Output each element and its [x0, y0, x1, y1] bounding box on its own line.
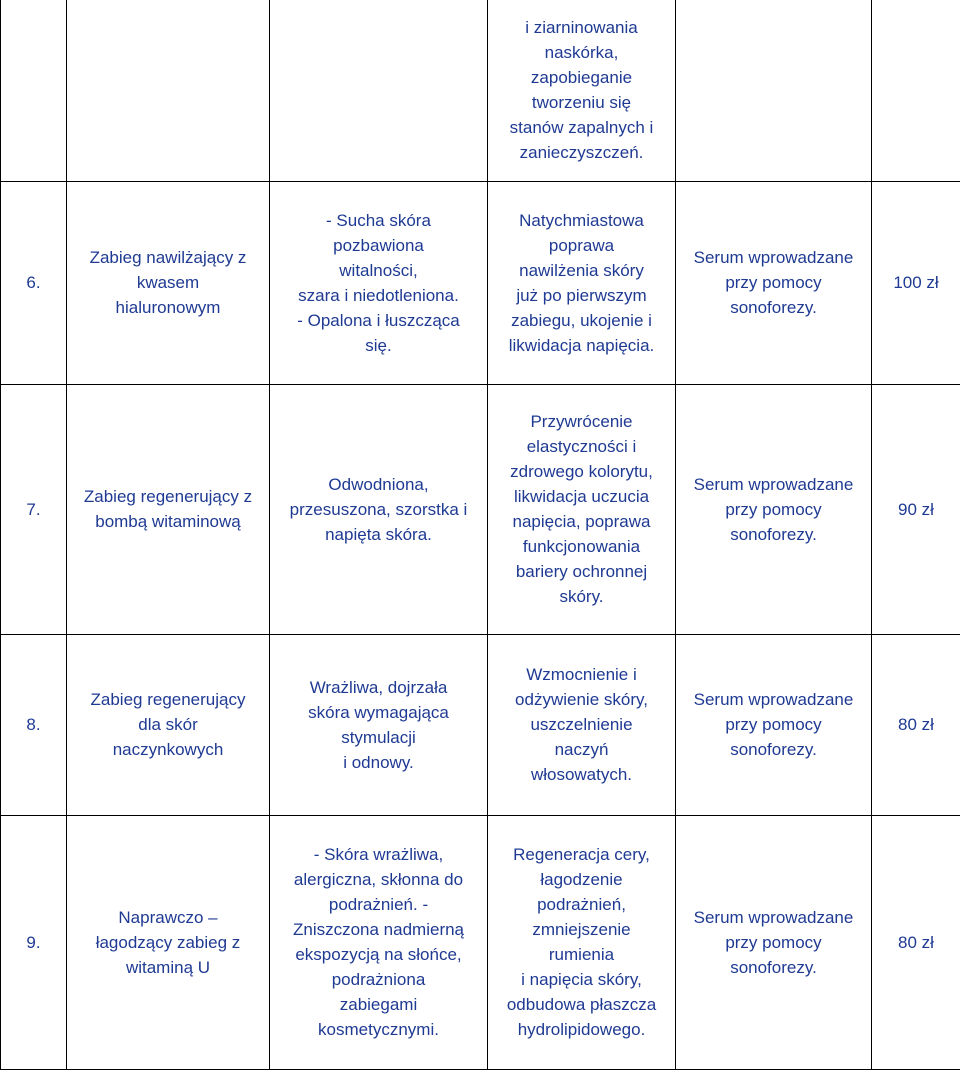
table-row	[1, 384, 960, 634]
treatment-name: Zabieg nawilżający z kwasem hialuronowym	[67, 181, 270, 384]
treatment-price: 80 zł	[872, 634, 960, 815]
treatment-price: 90 zł	[872, 384, 960, 634]
treatment-method: Serum wprowadzane przy pomocy sonoforezy.	[676, 634, 872, 815]
row-number: 8.	[1, 634, 67, 815]
skin-indication: Odwodniona, przesuszona, szorstka i napięta skóra.	[270, 384, 488, 634]
row-number: 9.	[1, 815, 67, 1069]
treatment-method: Serum wprowadzane przy pomocy sonoforezy.	[676, 181, 872, 384]
skin-indication: Wrażliwa, dojrzała skóra wymagająca stymulacji i odnowy.	[270, 634, 488, 815]
skin-indication: - Sucha skóra pozbawiona witalności, szara i niedotleniona. - Opalona i łuszcząca się.	[270, 181, 488, 384]
name-cell-empty	[67, 0, 270, 181]
treatment-price: 100 zł	[872, 181, 960, 384]
treatment-effect: Natychmiastowa poprawa nawilżenia skóry już po pierwszym zabiegu, ukojenie i likwidacja napięcia.	[488, 181, 676, 384]
treatment-name: Zabieg regenerujący z bombą witaminową	[67, 384, 270, 634]
treatment-price: 80 zł	[872, 815, 960, 1069]
table-row	[1, 181, 960, 384]
table-row	[1, 815, 960, 1069]
row-number: 6.	[1, 181, 67, 384]
indication-cell-empty	[270, 0, 488, 181]
method-cell-empty	[676, 0, 872, 181]
treatment-effect: Przywrócenie elastyczności i zdrowego kolorytu, likwidacja uczucia napięcia, poprawa funkcjonowania bariery ochronnej skóry.	[488, 384, 676, 634]
price-cell-empty	[872, 0, 960, 181]
treatment-method: Serum wprowadzane przy pomocy sonoforezy.	[676, 815, 872, 1069]
treatment-effect: Wzmocnienie i odżywienie skóry, uszczelnienie naczyń włosowatych.	[488, 634, 676, 815]
table-row	[1, 634, 960, 815]
skin-indication: - Skóra wrażliwa, alergiczna, skłonna do podrażnień. - Zniszczona nadmierną ekspozycją na słońce, podrażniona zabiegami kosmetycznymi.	[270, 815, 488, 1069]
effect-cell-continued: i ziarninowania naskórka, zapobieganie tworzeniu się stanów zapalnych i zanieczyszczeń.	[488, 0, 676, 181]
row-number: 7.	[1, 384, 67, 634]
number-cell-empty	[1, 0, 67, 181]
table-row-continued	[1, 0, 960, 181]
treatment-name: Zabieg regenerujący dla skór naczynkowych	[67, 634, 270, 815]
treatment-method: Serum wprowadzane przy pomocy sonoforezy.	[676, 384, 872, 634]
treatment-effect: Regeneracja cery, łagodzenie podrażnień, zmniejszenie rumienia i napięcia skóry, odbudowa płaszcza hydrolipidowego.	[488, 815, 676, 1069]
treatment-name: Naprawczo – łagodzący zabieg z witaminą U	[67, 815, 270, 1069]
